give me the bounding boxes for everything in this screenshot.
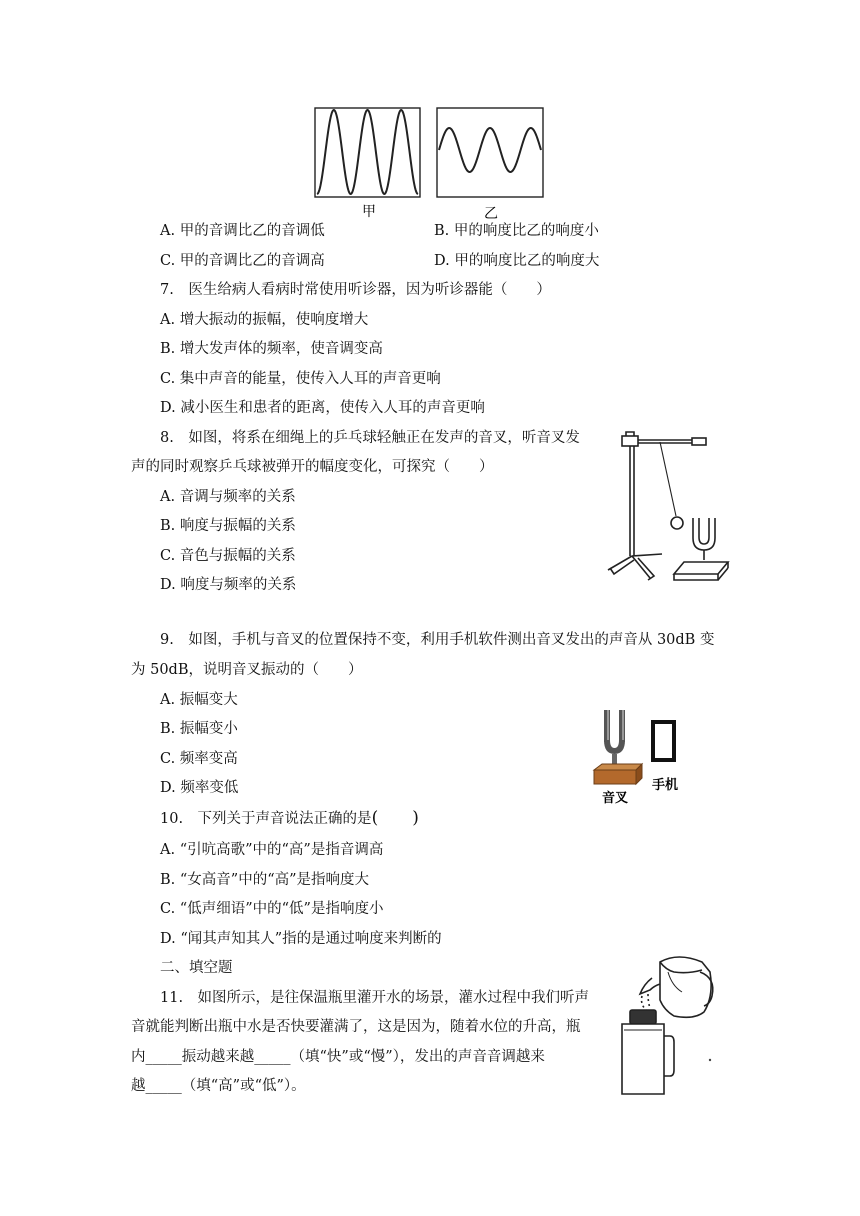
q9-option-d: D. 频率变低 <box>160 780 239 796</box>
wave-right-curve <box>439 128 541 172</box>
kettle-thermos-svg <box>614 950 720 1098</box>
fork-phone-figure <box>590 706 702 806</box>
q8-stem-line2: 声的同时观察乒乓球被弹开的幅度变化，可探究（ ） <box>131 459 494 475</box>
pingpong-ball-icon <box>671 517 683 529</box>
fork-phone-svg <box>590 706 702 806</box>
clamp-icon <box>622 436 638 446</box>
q6-option-d: D. 甲的响度比乙的响度大 <box>434 253 600 269</box>
q10-option-b: B. “女高音”中的“高”是指响度大 <box>160 872 370 888</box>
q8-option-d: D. 响度与频率的关系 <box>160 577 297 593</box>
q7-option-d: D. 减小医生和患者的距离，使传入人耳的声音更响 <box>160 400 485 416</box>
q7-stem: 7. 医生给病人看病时常使用听诊器，因为听诊器能（ ） <box>160 282 551 298</box>
pendulum-figure-svg <box>604 430 740 586</box>
kettle-icon <box>640 957 713 1017</box>
q9-option-b: B. 振幅变小 <box>160 721 238 737</box>
phone-icon <box>653 722 674 760</box>
q6-option-b: B. 甲的响度比乙的响度小 <box>434 223 599 239</box>
string-icon <box>660 442 676 516</box>
pendulum-tuning-fork-figure <box>604 430 740 586</box>
thermos-icon <box>622 1010 674 1094</box>
q9-option-a: A. 振幅变大 <box>160 692 238 708</box>
q9-stem-line2: 为 50dB，说明音叉振动的（ ） <box>131 662 363 678</box>
q10-option-c: C. “低声细语”中的“低”是指响度小 <box>160 901 384 917</box>
q6-option-a: A. 甲的音调比乙的音调低 <box>160 223 325 239</box>
tuning-fork-icon <box>693 518 715 550</box>
q10-stem: 10. 下列关于声音说法正确的是 <box>160 811 372 827</box>
kettle-thermos-figure <box>614 950 720 1098</box>
q11-line4: 越_____（填“高”或“低”）。 <box>131 1078 306 1094</box>
q10-option-a: A. “引吭高歌”中的“高”是指音调高 <box>160 842 384 858</box>
water-stream-icon <box>642 996 647 1010</box>
q11-line1: 11. 如图所示，是往保温瓶里灌开水的场景，灌水过程中我们听声 <box>160 990 590 1006</box>
q9-stem-line1: 9. 如图，手机与音叉的位置保持不变，利用手机软件测出音叉发出的声音从 30dB 变 <box>160 632 715 648</box>
resonance-box-icon <box>594 764 642 784</box>
q10-stem-line <box>160 808 419 829</box>
q7-option-c: C. 集中声音的能量，使传入人耳的声音更响 <box>160 371 441 387</box>
wave-frame-right <box>437 108 543 197</box>
fig-label-fork: 音叉 <box>602 791 629 806</box>
q11-line3: 内_____振动越来越_____（填“快”或“慢”），发出的声音音调越来 <box>131 1049 545 1065</box>
fig-label-phone: 手机 <box>652 778 679 793</box>
wave-left-curve <box>317 110 418 194</box>
q10-answer-paren: ( ) <box>371 808 419 828</box>
wave-figure <box>312 104 552 222</box>
wave-figure-svg <box>312 104 552 222</box>
q7-option-b: B. 增大发声体的频率，使音调变高 <box>160 341 383 357</box>
q8-stem-line1: 8. 如图，将系在细绳上的乒乓球轻触正在发声的音叉，听音叉发 <box>160 430 580 446</box>
tuning-fork-icon <box>604 710 625 766</box>
q10-option-d: D. “闻其声知其人”指的是通过响度来判断的 <box>160 931 442 947</box>
fork-base-icon <box>674 562 728 574</box>
section-title: 二、填空题 <box>160 960 233 976</box>
wave-label-left: 甲 <box>362 204 376 220</box>
q8-option-a: A. 音调与频率的关系 <box>160 489 296 505</box>
q7-option-a: A. 增大振动的振幅，使响度增大 <box>160 312 369 328</box>
wave-label-right: 乙 <box>484 206 498 222</box>
q11-line2: 音就能判断出瓶中水是否快要灌满了，这是因为，随着水位的升高，瓶 <box>131 1019 581 1035</box>
q8-option-c: C. 音色与振幅的关系 <box>160 548 296 564</box>
q8-option-b: B. 响度与振幅的关系 <box>160 518 296 534</box>
q9-option-c: C. 频率变高 <box>160 751 238 767</box>
q6-option-c: C. 甲的音调比乙的音调高 <box>160 253 325 269</box>
